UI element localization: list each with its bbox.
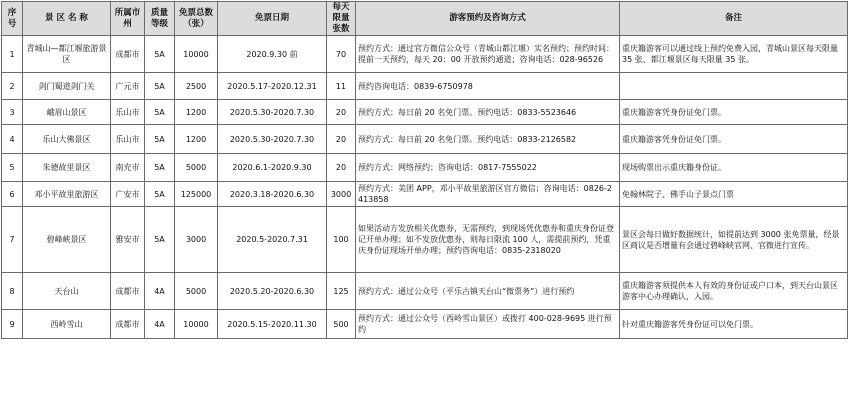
cell-remarks: 重庆籍游客可以通过线上预约免费入园，青城山景区每天限量 35 张、都江堰景区每天限量 35 张。 [620, 36, 848, 73]
header-name: 景 区 名 称 [23, 2, 111, 36]
header-city: 所属市州 [111, 2, 145, 36]
cell-no: 7 [2, 207, 23, 273]
header-tickets: 免票总数（张） [175, 2, 218, 36]
cell-city: 雅安市 [111, 207, 145, 273]
table-row [2, 100, 848, 125]
cell-daily: 125 [327, 273, 356, 310]
cell-booking: 预约方式：网络预约；咨询电话：0817-7555022 [356, 154, 620, 182]
cell-grade: 5A [145, 154, 175, 182]
scenic-ticket-table [1, 1, 848, 339]
header-dates: 免票日期 [218, 2, 327, 36]
cell-remarks [620, 73, 848, 100]
cell-tickets: 125000 [175, 182, 218, 207]
cell-name: 峨眉山景区 [23, 100, 111, 125]
cell-city: 广安市 [111, 182, 145, 207]
cell-grade: 5A [145, 36, 175, 73]
table-row [2, 207, 848, 273]
cell-remarks: 重庆籍游客凭身份证免门票。 [620, 125, 848, 154]
cell-dates: 2020.5.30-2020.7.30 [218, 100, 327, 125]
cell-daily: 20 [327, 154, 356, 182]
cell-remarks: 景区会每日做好数据统计，如提前达到 3000 张免票量，经景区商议是否增量有会通过碧峰峡官网、官微进行宣传。 [620, 207, 848, 273]
cell-remarks: 针对重庆籍游客凭身份证可以免门票。 [620, 310, 848, 339]
table-row [2, 73, 848, 100]
cell-dates: 2020.5.20-2020.6.30 [218, 273, 327, 310]
cell-remarks: 免翰林院子、佛手山子景点门票 [620, 182, 848, 207]
cell-city: 成都市 [111, 36, 145, 73]
cell-no: 9 [2, 310, 23, 339]
cell-no: 2 [2, 73, 23, 100]
cell-daily: 11 [327, 73, 356, 100]
cell-grade: 5A [145, 100, 175, 125]
header-row [2, 2, 848, 36]
cell-booking: 预约方式：美团 APP，邓小平故里旅游区官方微信；咨询电话：0826-2413858 [356, 182, 620, 207]
cell-city: 广元市 [111, 73, 145, 100]
cell-grade: 4A [145, 310, 175, 339]
cell-dates: 2020.5.30-2020.7.30 [218, 125, 327, 154]
cell-tickets: 10000 [175, 36, 218, 73]
cell-daily: 20 [327, 100, 356, 125]
table-row [2, 36, 848, 73]
cell-booking: 预约方式：每日前 20 名免门票。预约电话：0833-5523646 [356, 100, 620, 125]
cell-name: 西岭雪山 [23, 310, 111, 339]
cell-daily: 500 [327, 310, 356, 339]
cell-dates: 2020.9.30 前 [218, 36, 327, 73]
cell-city: 南充市 [111, 154, 145, 182]
cell-tickets: 5000 [175, 273, 218, 310]
cell-dates: 2020.5.17-2020.12.31 [218, 73, 327, 100]
cell-city: 成都市 [111, 273, 145, 310]
cell-daily: 100 [327, 207, 356, 273]
cell-daily: 20 [327, 125, 356, 154]
cell-daily: 3000 [327, 182, 356, 207]
cell-name: 碧峰峡景区 [23, 207, 111, 273]
cell-grade: 5A [145, 182, 175, 207]
header-grade: 质量等级 [145, 2, 175, 36]
cell-no: 3 [2, 100, 23, 125]
cell-name: 剑门蜀道剑门关 [23, 73, 111, 100]
header-remarks: 备注 [620, 2, 848, 36]
cell-no: 6 [2, 182, 23, 207]
cell-remarks: 重庆籍游客凭身份证免门票。 [620, 100, 848, 125]
cell-name: 朱德故里景区 [23, 154, 111, 182]
cell-no: 8 [2, 273, 23, 310]
cell-no: 1 [2, 36, 23, 73]
cell-booking: 预约方式：每日前 20 名免门票。预约电话：0833-2126582 [356, 125, 620, 154]
cell-city: 乐山市 [111, 125, 145, 154]
cell-tickets: 2500 [175, 73, 218, 100]
table-row [2, 125, 848, 154]
cell-name: 乐山大佛景区 [23, 125, 111, 154]
cell-name: 青城山—都江堰旅游景区 [23, 36, 111, 73]
table-row [2, 310, 848, 339]
cell-booking: 预约方式：通过官方微信公众号（青城山都江堰）实名预约；预约时间：提前一天预约，每天 20：00 开放预约通道；咨询电话：028-96526 [356, 36, 620, 73]
cell-tickets: 3000 [175, 207, 218, 273]
header-booking: 游客预约及咨询方式 [356, 2, 620, 36]
cell-dates: 2020.5.15-2020.11.30 [218, 310, 327, 339]
cell-grade: 4A [145, 273, 175, 310]
cell-name: 天台山 [23, 273, 111, 310]
table-row [2, 182, 848, 207]
cell-no: 4 [2, 125, 23, 154]
cell-booking: 预约方式：通过公众号（平乐古镇天台山“微票务”）进行预约 [356, 273, 620, 310]
table-row [2, 154, 848, 182]
cell-grade: 5A [145, 73, 175, 100]
header-no: 序号 [2, 2, 23, 36]
cell-daily: 70 [327, 36, 356, 73]
cell-tickets: 1200 [175, 100, 218, 125]
cell-booking: 预约咨询电话：0839-6750978 [356, 73, 620, 100]
cell-remarks: 现场购票出示重庆籍身份证。 [620, 154, 848, 182]
cell-dates: 2020.6.1-2020.9.30 [218, 154, 327, 182]
cell-tickets: 1200 [175, 125, 218, 154]
header-daily: 每天限量张数 [327, 2, 356, 36]
cell-booking: 如果活动方发放相关优惠券，无需预约，到现场凭优惠券和重庆身份证登记开单办理；如不发放优惠券，则每日限流 100 人，需提前预约，凭重庆身份证现场开单办理；预约咨询电话：0835-2318020 [356, 207, 620, 273]
cell-tickets: 5000 [175, 154, 218, 182]
cell-grade: 5A [145, 125, 175, 154]
cell-no: 5 [2, 154, 23, 182]
cell-remarks: 重庆籍游客须提供本人有效的身份证或户口本，到天台山景区游客中心办理确认，入园。 [620, 273, 848, 310]
cell-dates: 2020.3.18-2020.6.30 [218, 182, 327, 207]
cell-dates: 2020.5-2020.7.31 [218, 207, 327, 273]
cell-grade: 5A [145, 207, 175, 273]
cell-tickets: 10000 [175, 310, 218, 339]
cell-city: 乐山市 [111, 100, 145, 125]
cell-name: 邓小平故里旅游区 [23, 182, 111, 207]
table-row [2, 273, 848, 310]
cell-booking: 预约方式：通过公众号（西岭雪山景区）或拨打 400-028-9695 进行预约 [356, 310, 620, 339]
cell-city: 成都市 [111, 310, 145, 339]
